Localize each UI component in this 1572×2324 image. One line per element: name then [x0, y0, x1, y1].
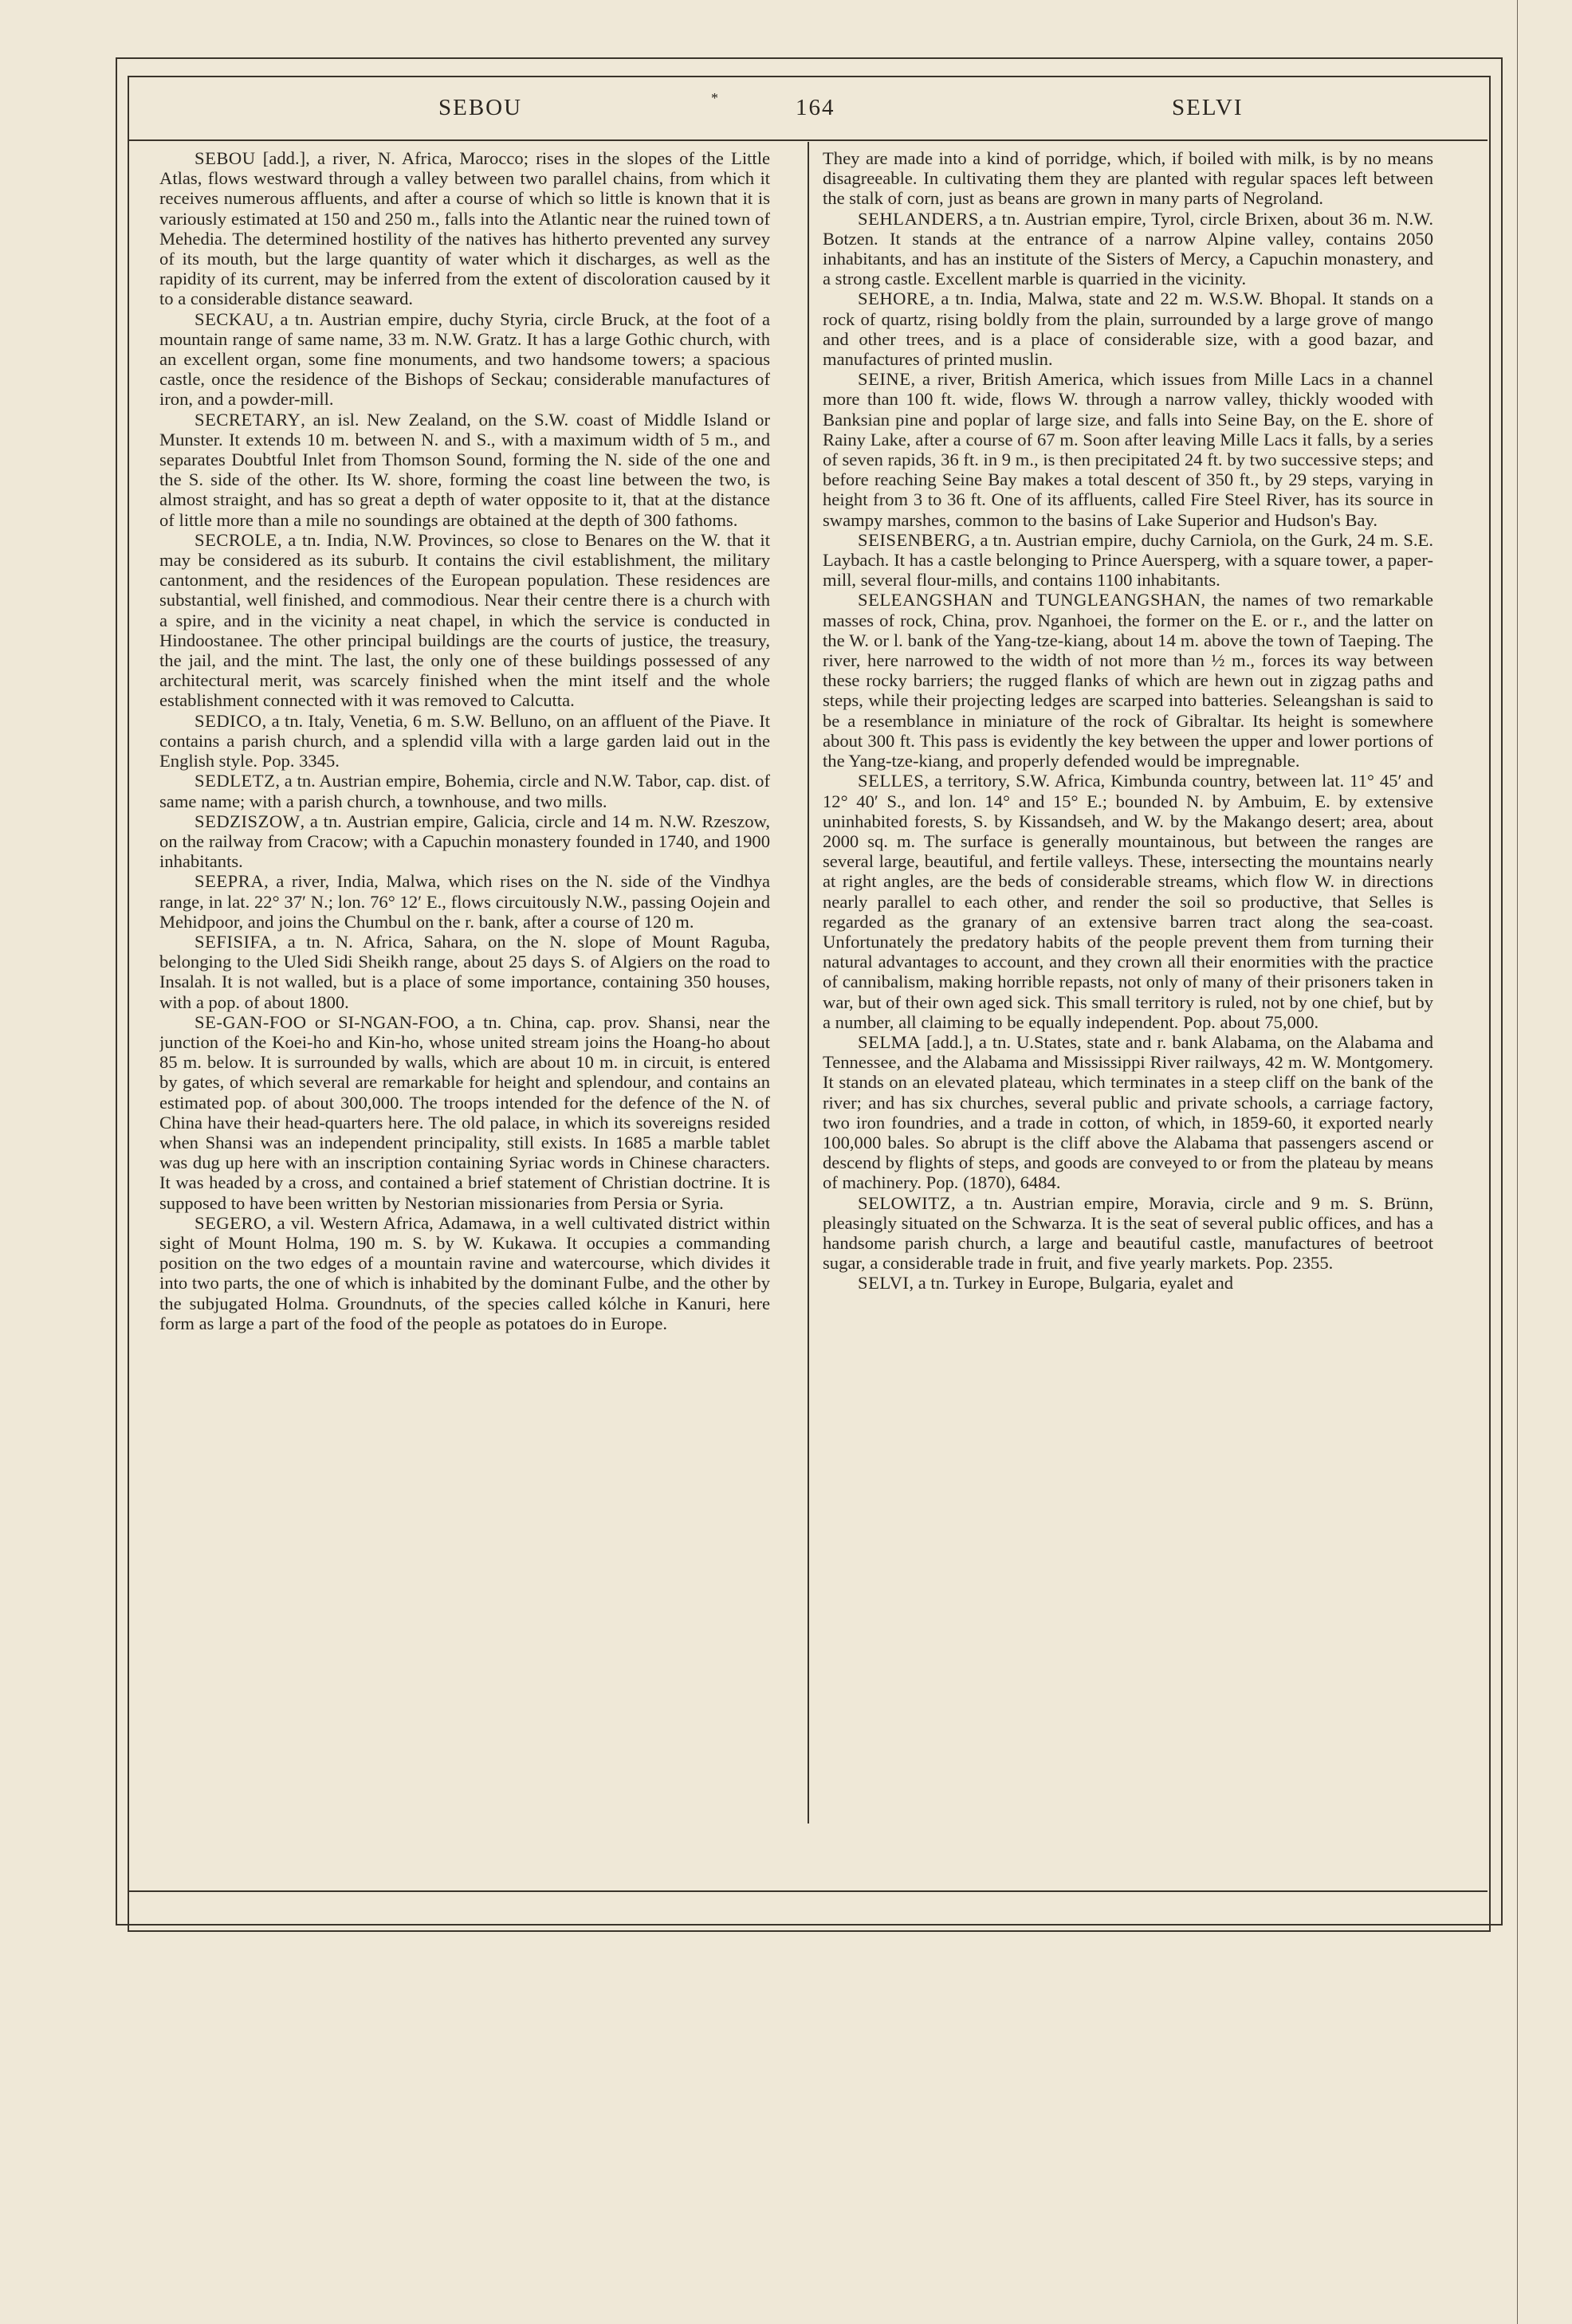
entry-headword: SEBOU: [195, 148, 256, 168]
entry-text: , a tn. Austrian empire, duchy Styria, circle Bruck, at the foot of a mountain range of same name, 33 m. N.W. Gratz. It has a large Gothic church, with an excellent organ, some fine monuments, and two handsome towers; a spacious castle, once the residence of the Bishops of Seckau; considerable manufactures of iron, and a powder-mill.: [159, 308, 770, 410]
entry-text: They are made into a kind of porridge, which, if boiled with milk, is by no means disagreeable. In cultivating them they are planted with regular spaces left between the stalk of corn, just as beans are grown in many parts of Negroland.: [823, 148, 1433, 209]
dictionary-entry: [159, 309, 770, 410]
dictionary-entry: [823, 289, 1433, 369]
dictionary-entry: [159, 530, 770, 711]
entry-headword: SELEANGSHAN and TUNGLEANGSHAN: [858, 590, 1201, 610]
dictionary-entry: [823, 590, 1433, 771]
entry-text: , a vil. Western Africa, Adamawa, in a well cultivated district within sight of Mount Holma, 190 m. S. by W. Kukawa. It occupies a commanding position on the two edges of a mountain ravine and watercourse, which divides it into two parts, the one of which is inhabited by the dominant Fulbe, and the other by the subjugated Holma. Groundnuts, of the species called kólche in Kanuri, here form as large a part of the food of the people as potatoes do in Europe.: [159, 1212, 770, 1333]
entry-text: [add.], a tn. U.States, state and r. bank Alabama, on the Alabama and Tennessee, and the Alabama and Mississippi River railways, 42 m. W. Montgomery. It stands on an elevated plateau, which terminates in a steep cliff on the bank of the river; and has six churches, several public and private schools, a carriage factory, two iron foundries, and a trade in cotton, of which, in 1859-60, it exported nearly 100,000 bales. So abrupt is the cliff above the Alabama that passengers ascend or descend by flights of steps, and goods are conveyed to or from the plateau by means of machinery. Pop. (1870), 6484.: [823, 1031, 1433, 1193]
entry-text: , a tn. Italy, Venetia, 6 m. S.W. Belluno, on an affluent of the Piave. It contains a parish church, and a splendid villa with a large garden laid out in the English style. Pop. 3345.: [159, 710, 770, 771]
binding-edge-line: [1517, 0, 1518, 2324]
entry-text: or SI-NGAN-FOO, a tn. China, cap. prov. Shansi, near the junction of the Koei-ho and Kin-ho, whose united stream joins the Hoang-ho about 85 m. below. It is surrounded by walls, which are about 10 m. in circuit, is entered by gates, of which several are remarkable for height and splendour, and contains an estimated pop. of about 300,000. The troops intended for the defence of the N. of China have their head-quarters here. The old palace, in which its sovereigns resided when Shansi was an independent principality, still exists. In 1685 a marble tablet was dug up here with an inscription containing Syriac words in Chinese characters. It was headed by a cross, and contained a brief statement of Christian doctrine. It is supposed to have been written by Nestorian missionaries from Persia or Syria.: [159, 1011, 770, 1213]
entry-text: , a tn. Austrian empire, duchy Carniola, on the Gurk, 24 m. S.E. Laybach. It has a castle belonging to Prince Auersperg, with a square tower, a paper-mill, several flour-mills, and contains 1100 inhabitants.: [823, 529, 1433, 591]
entry-text: , a river, India, Malwa, which rises on the N. side of the Vindhya range, in lat. 22° 37′ N.; lon. 76° 12′ E., flows circuitously N.W., passing Oojein and Mehidpoor, and joins the Chumbul on the r. bank, after a course of 120 m.: [159, 871, 770, 932]
dictionary-entry: [159, 771, 770, 811]
dictionary-entry: [823, 1273, 1433, 1293]
entry-headword: SELMA: [858, 1031, 922, 1052]
entry-text: , a river, British America, which issues from Mille Lacs in a channel more than 100 ft. wide, flows W. through a narrow valley, thickly wooded with Banksian pine and poplar of large size, and falls into Seine Bay, on the E. shore of Rainy Lake, after a course of 67 m. Soon after leaving Mille Lacs it falls, by a series of seven rapids, 36 ft. in 9 m., is then precipitated 24 ft. by two successive steps; and before reaching Seine Bay makes a total descent of 350 ft., by 29 steps, varying in height from 3 to 36 ft. One of its affluents, called Fire Steel River, has its source in swampy marshes, common to the basins of Lake Superior and Hudson's Bay.: [823, 369, 1433, 530]
dictionary-entry: [823, 771, 1433, 1032]
entry-headword: SEDICO: [195, 710, 262, 731]
entry-headword: SEHORE: [858, 289, 930, 309]
header-first-entry: SEBOU: [438, 95, 523, 120]
entry-headword: SE-GAN-FOO: [195, 1011, 307, 1032]
dictionary-entry: [823, 369, 1433, 530]
page-number: 164: [796, 95, 835, 120]
dictionary-entry: [159, 1213, 770, 1333]
footer-rule-outer: [116, 1924, 1499, 1926]
entry-headword: SEISENBERG: [858, 529, 971, 550]
right-column: [823, 148, 1433, 1886]
entry-text: , a tn. Austrian empire, Moravia, circle and 9 m. S. Brünn, pleasingly situated on the Schwarza. It is the seat of several public offices, and has a handsome parish church, a large and beautiful castle, manufactures of beetroot sugar, a considerable trade in fruit, and five yearly markets. Pop. 2355.: [823, 1192, 1433, 1274]
entry-text: , a tn. India, N.W. Provinces, so close to Benares on the W. that it may be considered as its suburb. It contains the civil establishment, the military cantonment, and the residences of the European population. These residences are substantial, well finished, and commodious. Near their centre there is a church with a spire, and in the vicinity a neat chapel, in which the service is conducted in Hindoostanee. The other principal buildings are the courts of justice, the treasury, the jail, and the mint. The last, the only one of these buildings possessed of any architectural merit, was scarcely finished when the mint itself and the whole establishment connected with it was removed to Calcutta.: [159, 529, 770, 711]
entry-headword: SELOWITZ: [858, 1192, 951, 1213]
entry-headword: SEHLANDERS: [858, 208, 979, 229]
entry-text: , a tn. Austrian empire, Tyrol, circle Brixen, about 36 m. N.W. Botzen. It stands at the entrance of a narrow Alpine valley, contains 2050 inhabitants, and has an institute of the Sisters of Mercy, a Capuchin monastery, and a strong castle. Excellent marble is quarried in the vicinity.: [823, 208, 1433, 289]
entry-text: , a tn. India, Malwa, state and 22 m. W.S.W. Bhopal. It stands on a rock of quartz, rising boldly from the plain, surrounded by a large grove of mango and other trees, and is a place of considerable size, with a good bazar, and manufactures of printed muslin.: [823, 289, 1433, 370]
entry-text: , a tn. Turkey in Europe, Bulgaria, eyalet and: [909, 1273, 1234, 1294]
entry-text: , the names of two remarkable masses of rock, China, prov. Nganhoei, the former on the E. or r., and the latter on the W. or l. bank of the Yang-tze-kiang, about 14 m. above the town of Taeping. The river, here narrowed to the width of not more than ½ m., forces its way between these rocky barriers; the rugged flanks of which are hewn out in zigzag paths and steps, while their projecting ledges are scarped into batteries. Seleangshan is said to be a resemblance in miniature of the rock of Gibraltar. Its height is somewhere about 300 ft. This pass is evidently the key between the upper and lower portions of the Yang-tze-kiang, and properly defended would be impregnable.: [823, 590, 1433, 771]
dictionary-entry: [823, 530, 1433, 591]
dictionary-entry: [823, 1032, 1433, 1193]
entry-headword: SEDZISZOW: [195, 811, 301, 831]
footer-rule: [128, 1890, 1488, 1892]
entry-headword: SECRETARY: [195, 409, 301, 430]
dictionary-entry: [823, 1193, 1433, 1274]
entry-text: , a tn. N. Africa, Sahara, on the N. slope of Mount Raguba, belonging to the Uled Sidi Sheikh range, about 25 days S. of Algiers on the road to Insalah. It is not walled, but is a place of some importance, containing 350 houses, with a pop. of about 1800.: [159, 931, 770, 1012]
entry-headword: SEGERO: [195, 1212, 267, 1233]
entry-headword: SELVI: [858, 1273, 910, 1294]
dictionary-entry: [159, 410, 770, 530]
entry-text: , an isl. New Zealand, on the S.W. coast of Middle Island or Munster. It extends 10 m. between N. and S., with a maximum width of 5 m., and separates Doubtful Inlet from Thomson Sound, forming the N. side of the one and the S. side of the other. Its W. shore, forming the coast line between the two, is almost straight, and has so great a depth of water opposite to it, that at the distance of little more than a mile no soundings are obtained at the depth of 300 fathoms.: [159, 409, 770, 530]
entry-headword: SELLES: [858, 771, 925, 791]
entry-headword: SECROLE: [195, 529, 277, 550]
dictionary-entry: [159, 932, 770, 1012]
dictionary-entry: [159, 811, 770, 872]
entry-text: , a territory, S.W. Africa, Kimbunda country, between lat. 11° 45′ and 12° 40′ S., and lon. 14° and 15° E.; bounded N. by Ambuim, E. by extensive uninhabited forests, S. by Kissandseh, and W. by the Makango desert; area, about 2000 sq. m. The surface is generally mountainous, but between the ranges are several large, beautiful, and fertile valleys. These, intersecting the mountains nearly at right angles, are the beds of considerable streams, which flow W. in directions nearly parallel to each other, and render the soil so productive, that Selles is regarded as the granary of an extensive barren tract along the sea-coast. Unfortunately the predatory habits of the people prevent them from turning their natural advantages to account, and they crown all their enormities with the practice of cannibalism, making horrible repasts, not only of many of their prisoners taken in war, but of their own aged sick. This small territory is ruled, not by one chief, but by a number, all claiming to be equally independent. Pop. about 75,000.: [823, 771, 1433, 1032]
dictionary-entry: [159, 871, 770, 932]
entry-headword: SEINE: [858, 369, 911, 390]
dictionary-entry: [159, 148, 770, 309]
column-divider: [808, 142, 809, 1823]
dictionary-entry: [159, 711, 770, 771]
left-column: [159, 148, 770, 1886]
dictionary-entry: [823, 209, 1433, 289]
running-header: [128, 76, 1488, 141]
entry-headword: SEDLETZ: [195, 771, 276, 791]
header-last-entry: SELVI: [1172, 95, 1244, 120]
entry-text: [add.], a river, N. Africa, Marocco; rises in the slopes of the Little Atlas, flows westward through a valley between two parallel chains, from which it receives numerous affluents, and after a course of which so little is known that it is variously estimated at 150 and 250 m., falls into the Atlantic near the ruined town of Mehedia. The determined hostility of the natives has hitherto prevented any survey of its mouth, but the large quantity of water which it discharges, as well as the rapidity of its current, may be inferred from the extent of discoloration caused by it to a considerable distance seaward.: [159, 148, 770, 309]
header-asterisk: *: [711, 90, 720, 106]
entry-text: , a tn. Austrian empire, Bohemia, circle and N.W. Tabor, cap. dist. of same name; with a parish church, a townhouse, and two mills.: [159, 771, 770, 811]
entry-headword: SEEPRA: [195, 871, 265, 892]
dictionary-entry: [159, 1012, 770, 1213]
entry-headword: SECKAU: [195, 308, 269, 329]
entry-headword: SEFISIFA: [195, 931, 273, 952]
dictionary-entry: [823, 148, 1433, 209]
entry-text: , a tn. Austrian empire, Galicia, circle and 14 m. N.W. Rzeszow, on the railway from Cracow; with a Capuchin monastery founded in 1740, and 1900 inhabitants.: [159, 811, 770, 872]
